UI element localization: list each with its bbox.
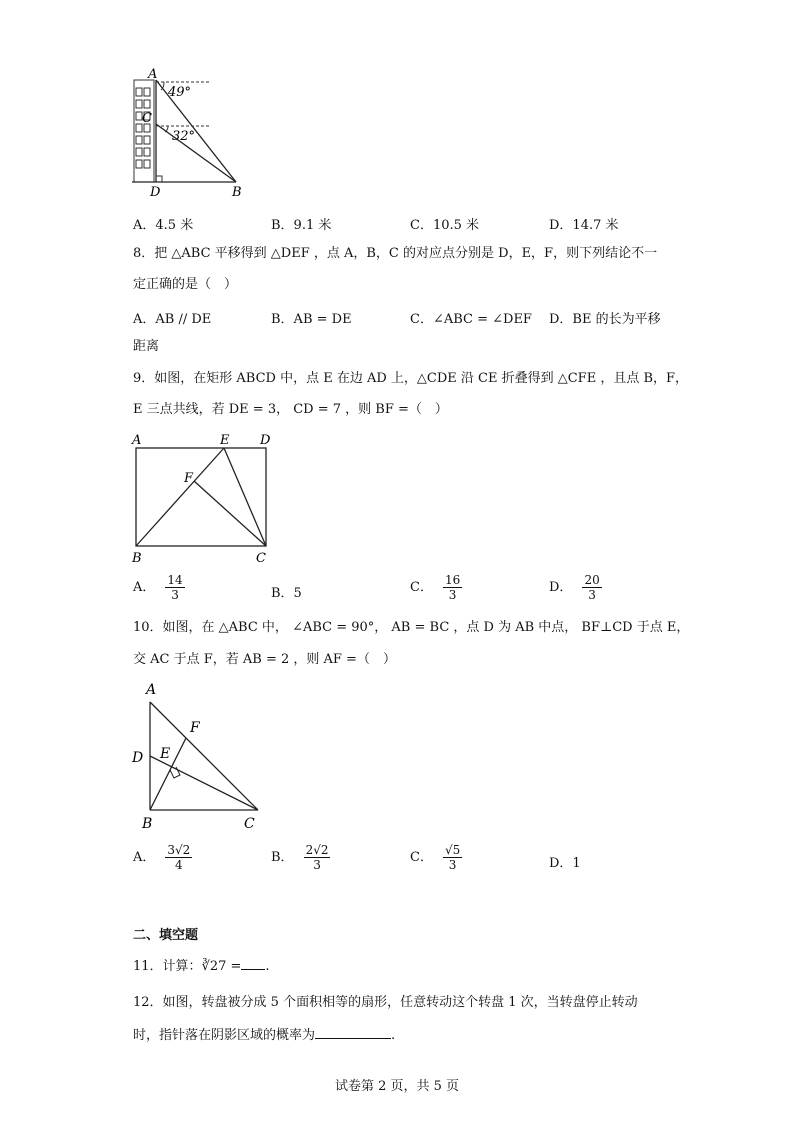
- q11-period: .: [265, 959, 270, 974]
- angle-label-49: 49°: [168, 85, 192, 100]
- point-label-f: F: [190, 720, 200, 736]
- q12-text-line2: [133, 1026, 395, 1045]
- q12-text-line1: 12．如图，转盘被分成 5 个面积相等的扇形，任意转动这个转盘 1 次，当转盘停止转动: [133, 995, 638, 1010]
- point-label-d: D: [132, 750, 144, 766]
- q10-option-a[interactable]: [133, 843, 192, 872]
- point-label-f: F: [184, 471, 194, 486]
- fraction-denominator: 3: [588, 588, 596, 602]
- option-label: B．5: [271, 586, 302, 601]
- q10-option-b[interactable]: [271, 843, 330, 872]
- q7-option-c[interactable]: C．10.5 米: [410, 218, 480, 233]
- q9-text-line1: 9．如图，在矩形 ABCD 中，点 E 在边 AD 上，△CDE 沿 CE 折叠得到 △CFE ，且点 B，F，: [133, 371, 689, 386]
- q12-period: .: [391, 1028, 396, 1043]
- point-label-a: A: [132, 433, 142, 448]
- q8-text-line2: 定正确的是（ ）: [133, 277, 238, 292]
- fraction-denominator: 4: [175, 858, 183, 872]
- point-label-d: D: [150, 185, 161, 198]
- building-windows: [136, 88, 150, 168]
- q10-text-line2: 交 AC 于点 F，若 AB = 2 ，则 AF =（ ）: [133, 652, 396, 667]
- q9-text-line2: E 三点共线，若 DE = 3， CD = 7 ，则 BF =（ ）: [133, 402, 448, 417]
- q8-text-line3: 距离: [133, 339, 160, 354]
- q7-option-d[interactable]: D．14.7 米: [549, 218, 619, 233]
- angle-label-32: 32°: [172, 129, 196, 144]
- q8-text-line1: 8．把 △ABC 平移得到 △DEF ，点 A，B，C 的对应点分别是 D，E，F，则下列结论不一: [133, 246, 658, 261]
- q12-prompt: 时，指针落在阴影区域的概率为: [133, 1028, 316, 1043]
- page-footer: 试卷第 2 页，共 5 页: [334, 1079, 460, 1094]
- option-label: C．: [410, 850, 433, 865]
- q11-expression: ∛27 =: [201, 959, 242, 974]
- option-label: D．1: [549, 856, 581, 871]
- point-label-e: E: [160, 746, 171, 762]
- fraction-denominator: 3: [313, 858, 321, 872]
- q7-option-a[interactable]: A．4.5 米: [133, 218, 194, 233]
- point-label-e: E: [220, 433, 230, 448]
- q8-option-b[interactable]: B．AB = DE: [271, 312, 352, 327]
- point-label-b: B: [142, 816, 153, 832]
- q9-option-d[interactable]: [549, 573, 602, 602]
- q11-text: [133, 957, 270, 976]
- q10-option-c[interactable]: [410, 843, 462, 872]
- option-label: A．: [133, 580, 156, 595]
- point-label-d: D: [260, 433, 271, 448]
- fraction-numerator: 3√2: [167, 843, 191, 857]
- q12-answer-blank[interactable]: [315, 1026, 391, 1039]
- point-label-b: B: [132, 551, 142, 566]
- q9-option-c[interactable]: [410, 573, 462, 602]
- q10-option-d[interactable]: [549, 852, 581, 871]
- q11-prompt: 11．计算：: [133, 959, 202, 974]
- q8-option-d[interactable]: D．BE 的长为平移: [549, 312, 661, 327]
- q8-option-c[interactable]: C．∠ABC = ∠DEF: [410, 312, 532, 327]
- rectangle-fold-figure: [128, 430, 278, 566]
- fraction-numerator: √5: [444, 843, 461, 857]
- point-label-b: B: [232, 185, 242, 198]
- q10-text-line1: 10．如图，在 △ABC 中， ∠ABC = 90°， AB = BC ，点 D 为 AB 中点， BF⊥CD 于点 E，: [133, 620, 690, 635]
- option-label: B．: [271, 850, 294, 865]
- point-label-a: A: [148, 67, 158, 82]
- fraction-denominator: 3: [448, 588, 457, 602]
- q11-answer-blank[interactable]: [241, 957, 265, 970]
- q9-option-a[interactable]: [133, 573, 185, 602]
- point-label-a: A: [146, 682, 157, 698]
- option-label: C．: [410, 580, 433, 595]
- q7-option-b[interactable]: B．9.1 米: [271, 218, 332, 233]
- right-triangle-figure: [128, 680, 268, 832]
- q9-option-b[interactable]: [271, 582, 302, 601]
- fraction-denominator: 3: [448, 858, 457, 872]
- fraction-numerator: 14: [167, 573, 183, 587]
- section-heading-fill-in: 二、填空题: [133, 928, 199, 943]
- fraction-numerator: 2√2: [305, 843, 329, 857]
- point-label-c: C: [244, 816, 255, 832]
- point-label-c: C: [142, 111, 152, 126]
- fraction-numerator: 16: [444, 573, 461, 587]
- point-label-c: C: [256, 551, 266, 566]
- fraction-numerator: 20: [584, 573, 600, 587]
- option-label: A．: [133, 850, 156, 865]
- option-label: D．: [549, 580, 573, 595]
- building-angle-figure: [128, 66, 258, 198]
- q8-option-a[interactable]: A．AB // DE: [133, 312, 212, 327]
- fraction-denominator: 3: [171, 588, 179, 602]
